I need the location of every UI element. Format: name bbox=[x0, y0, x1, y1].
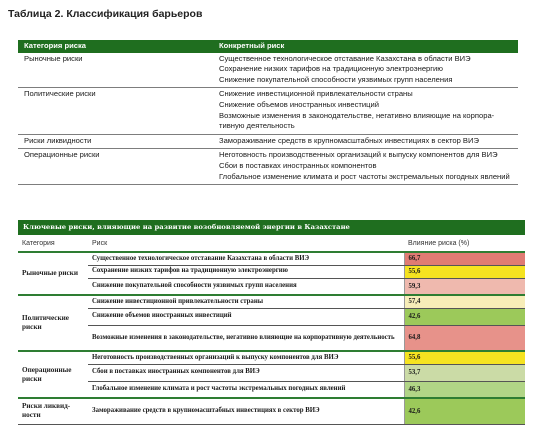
risk-impact-section bbox=[18, 220, 525, 425]
impact-value-cell: 55,6 bbox=[404, 265, 525, 278]
risk-cell: Глобальное изменение климата и рост частоты экстремальных погодных явлений bbox=[88, 381, 404, 398]
risk-item: Сохранение низких тарифов на традиционную электроэнергию bbox=[219, 64, 443, 74]
risk-item: Неготовность производственных организаций к выпуску компонентов для ВИЭ bbox=[219, 150, 498, 160]
risk-cell bbox=[213, 88, 518, 134]
risk-item: Существенное технологическое отставание Казахстана в области ВИЭ bbox=[219, 53, 471, 63]
table-row bbox=[18, 351, 525, 364]
table-row bbox=[18, 252, 525, 265]
category-cell: Политические риски bbox=[18, 88, 213, 134]
column-header: Влияние риска (%) bbox=[404, 235, 525, 252]
impact-value-cell: 46,3 bbox=[404, 381, 525, 398]
table-header-row bbox=[18, 40, 518, 53]
risk-cell: Снижение инвестиционной привлекательности страны bbox=[88, 295, 404, 308]
risk-item: Сбои в поставках иностранных компонентов bbox=[219, 160, 377, 170]
table-row bbox=[18, 364, 525, 381]
table-header-row bbox=[18, 235, 525, 252]
risk-impact-table bbox=[18, 235, 525, 425]
table-row bbox=[18, 53, 518, 88]
table-row bbox=[18, 398, 525, 424]
risk-item: Глобальное изменение климата и рост частоты экстремальных погодных явлений bbox=[219, 171, 510, 181]
table-row bbox=[18, 381, 525, 398]
risk-cell: Сбои в поставках иностранных компонентов для ВИЭ bbox=[88, 364, 404, 381]
risk-item: Возможные изменения в законодательстве, негативно влияющие на корпора-тивную деятельность bbox=[219, 110, 495, 131]
table-row bbox=[18, 278, 525, 295]
impact-value-cell: 42,6 bbox=[404, 398, 525, 424]
table-row bbox=[18, 295, 525, 308]
category-cell: Операционные риски bbox=[18, 351, 88, 398]
category-cell: Риски ликвидности bbox=[18, 134, 213, 149]
category-cell: Операционные риски bbox=[18, 149, 213, 185]
column-header: Риск bbox=[88, 235, 404, 252]
page-title: Таблица 2. Классификация барьеров bbox=[8, 8, 203, 20]
risk-cell: Снижение объемов иностранных инвестиций bbox=[88, 308, 404, 325]
risk-cell: Неготовность производственных организаций к выпуску компонентов для ВИЭ bbox=[88, 351, 404, 364]
risk-item: Снижение покупательной способности уязвимых групп населения bbox=[219, 74, 453, 84]
impact-value-cell: 64,8 bbox=[404, 325, 525, 351]
risk-cell: Сохранение низких тарифов на традиционную электроэнергию bbox=[88, 265, 404, 278]
barrier-classification-table bbox=[18, 40, 518, 185]
column-header: Категория риска bbox=[18, 40, 213, 53]
table-row bbox=[18, 134, 518, 149]
category-cell: Рыночные риски bbox=[18, 252, 88, 295]
column-header: Категория bbox=[18, 235, 88, 252]
table-row bbox=[18, 265, 525, 278]
impact-value-cell: 59,3 bbox=[404, 278, 525, 295]
column-header: Конкретный риск bbox=[213, 40, 518, 53]
risk-item: Замораживание средств в крупномасштабных инвестициях в сектор ВИЭ bbox=[219, 135, 479, 145]
impact-value-cell: 57,4 bbox=[404, 295, 525, 308]
impact-value-cell: 66,7 bbox=[404, 252, 525, 265]
category-cell: Риски ликвид-ности bbox=[18, 398, 88, 424]
impact-value-cell: 42,6 bbox=[404, 308, 525, 325]
category-cell: Политические риски bbox=[18, 295, 88, 351]
table-row bbox=[18, 149, 518, 185]
table-row bbox=[18, 308, 525, 325]
table-row bbox=[18, 88, 518, 134]
risk-cell bbox=[213, 149, 518, 185]
risk-cell bbox=[213, 53, 518, 88]
risk-impact-banner: Ключевые риски, влияющие на развитие возобновляемой энергии в Казахстане bbox=[18, 220, 525, 235]
risk-cell: Существенное технологическое отставание Казахстана в области ВИЭ bbox=[88, 252, 404, 265]
risk-cell bbox=[213, 134, 518, 149]
risk-item: Снижение объемов иностранных инвестиций bbox=[219, 99, 379, 109]
risk-cell: Возможные изменения в законодательстве, негативно влияющие на корпоративную деятельность bbox=[88, 325, 404, 351]
risk-cell: Снижение покупательной способности уязвимых групп населения bbox=[88, 278, 404, 295]
impact-value-cell: 53,7 bbox=[404, 364, 525, 381]
impact-value-cell: 55,6 bbox=[404, 351, 525, 364]
category-cell: Рыночные риски bbox=[18, 53, 213, 88]
risk-item: Снижение инвестиционной привлекательности страны bbox=[219, 89, 413, 99]
risk-cell: Замораживание средств в крупномасштабных инвестициях в сектор ВИЭ bbox=[88, 398, 404, 424]
table-row bbox=[18, 325, 525, 351]
